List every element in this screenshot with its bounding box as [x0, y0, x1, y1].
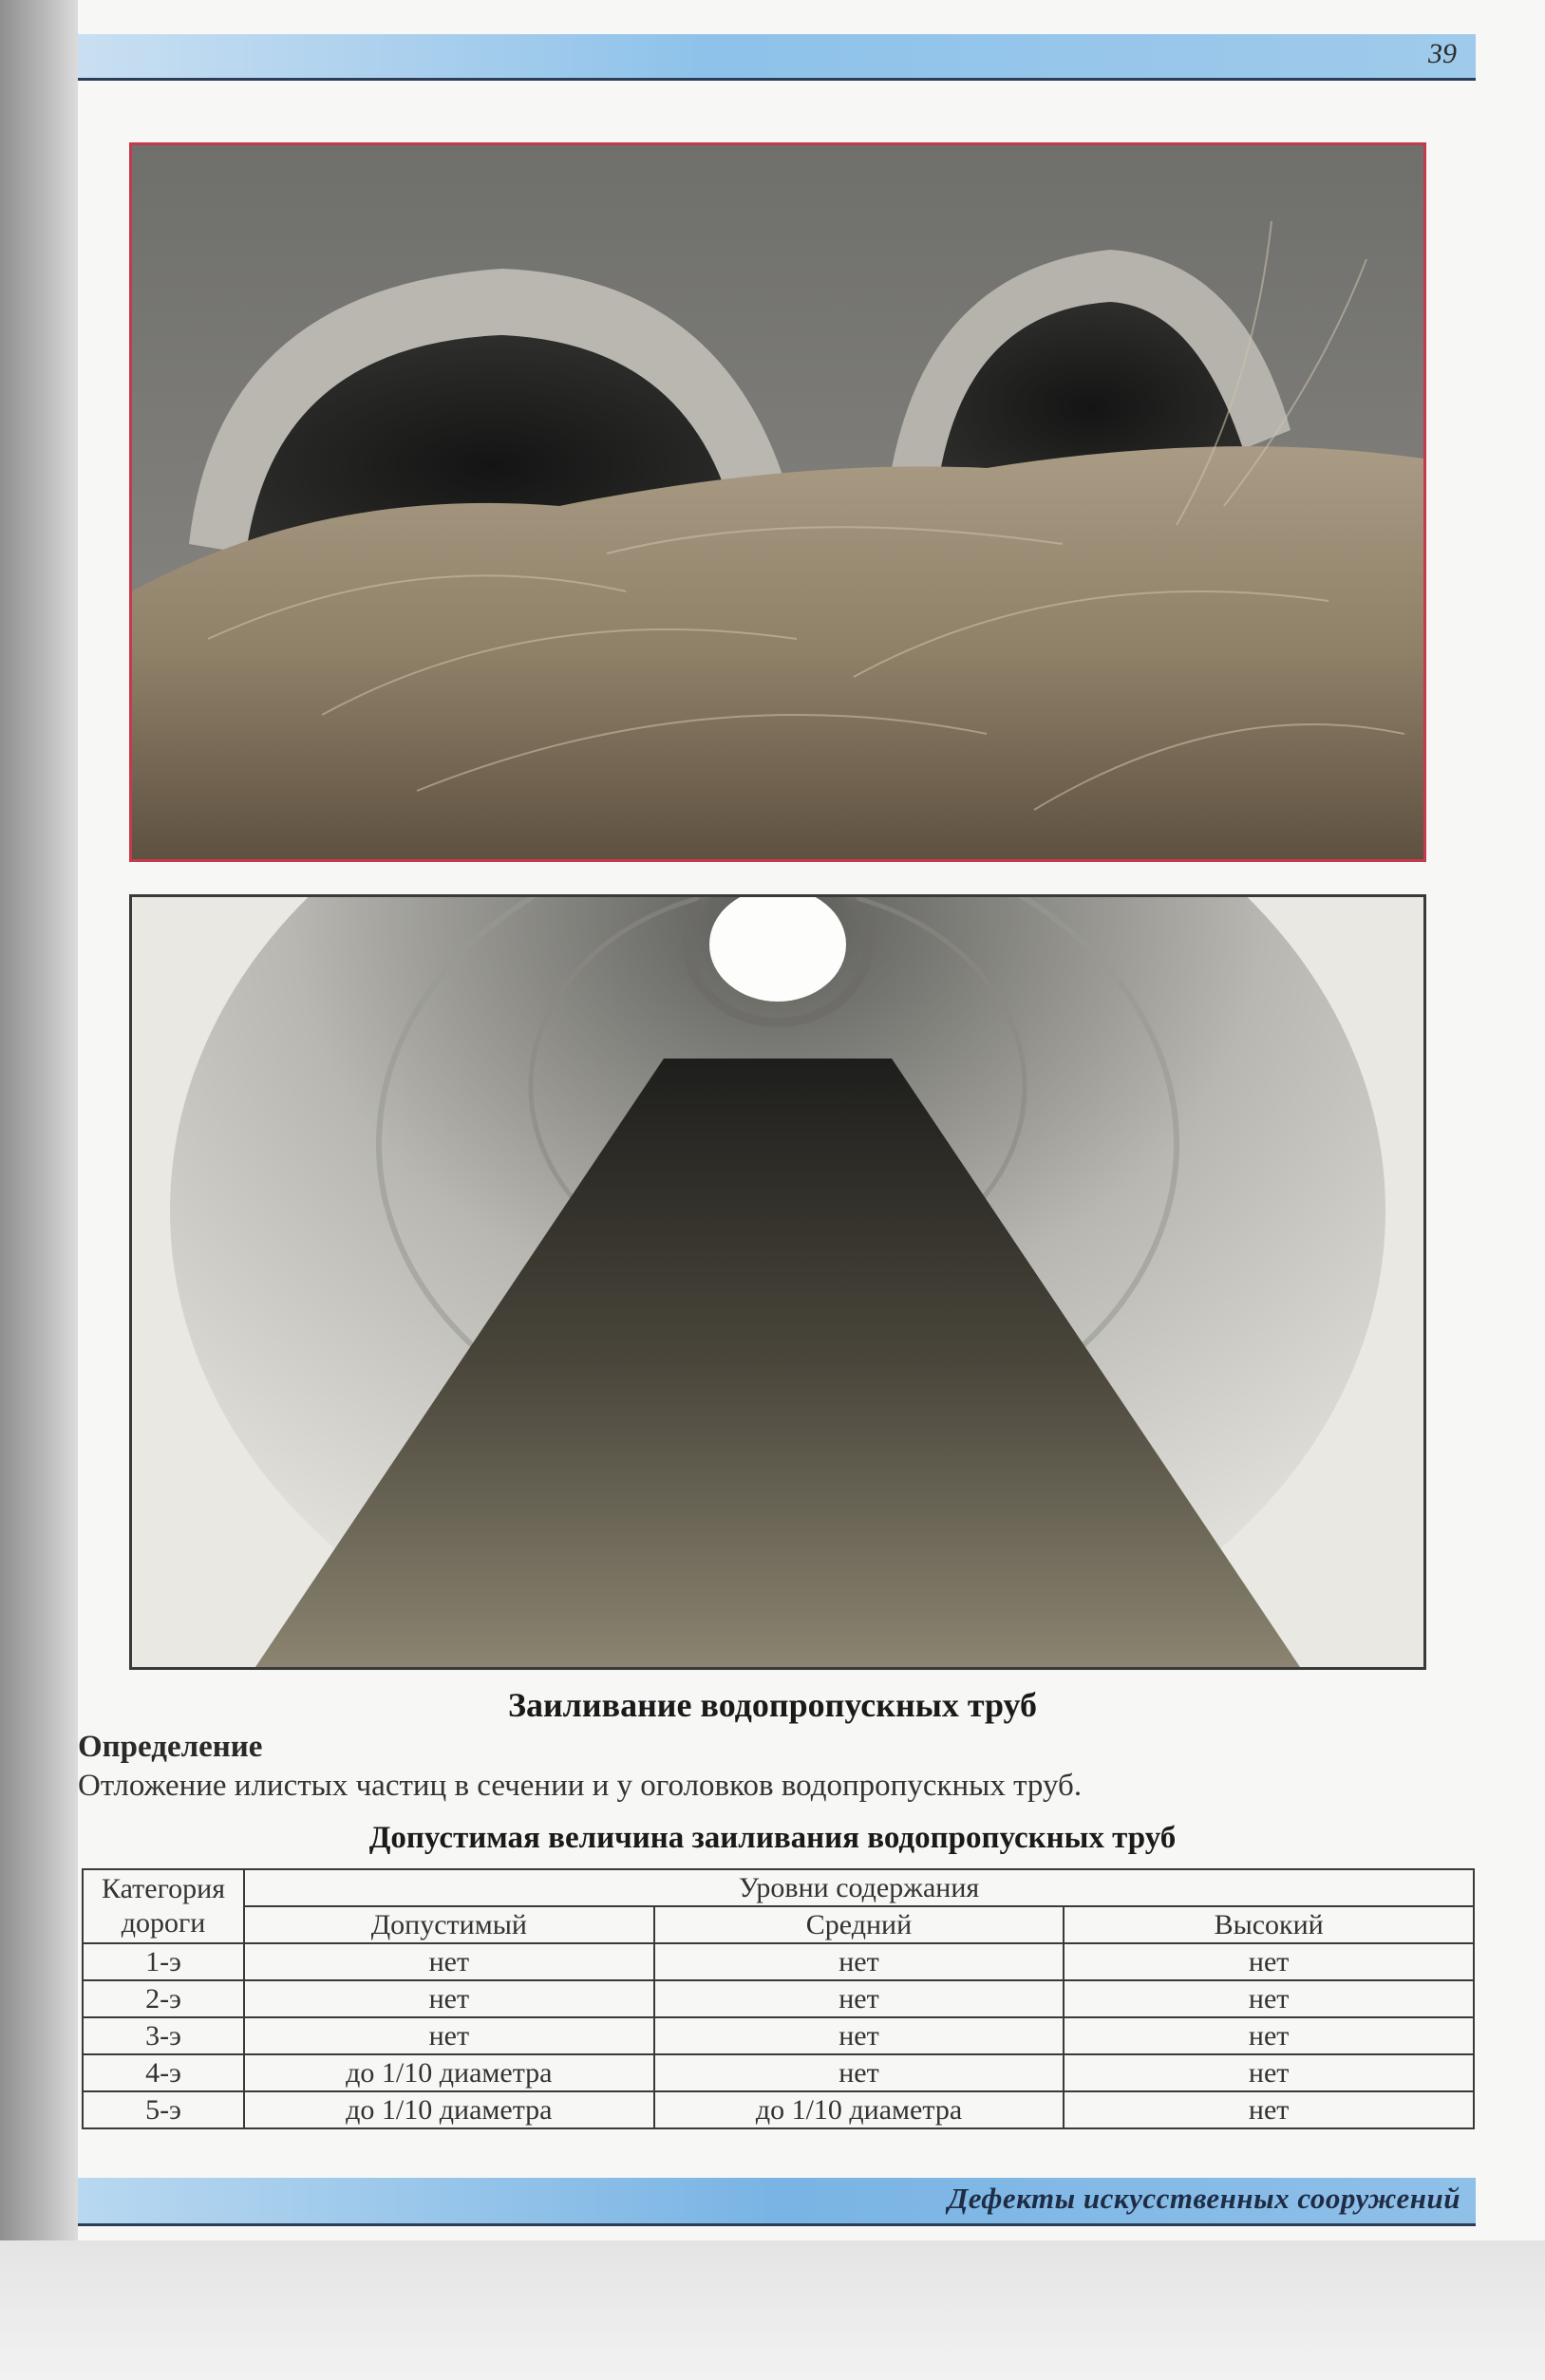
table-row [83, 2017, 1474, 2054]
definition-text: Отложение илистых частиц в сечении и у оголовков водопропускных труб. [78, 1769, 1083, 1803]
table-row [83, 2091, 1474, 2128]
cell-category: 5-э [83, 2091, 244, 2128]
cell-category: 2-э [83, 1980, 244, 2017]
cell-value: нет [244, 1943, 654, 1980]
header-level-medium: Средний [654, 1906, 1065, 1943]
header-level-high: Высокий [1064, 1906, 1474, 1943]
definition-heading: Определение [78, 1730, 263, 1764]
footer-title: Дефекты искусственных сооружений [948, 2182, 1460, 2215]
cell-value: нет [654, 2054, 1065, 2091]
cell-category: 1-э [83, 1943, 244, 1980]
page-binding-shadow [0, 0, 78, 2380]
cell-category: 4-э [83, 2054, 244, 2091]
table-row [83, 2054, 1474, 2091]
table-title: Допустимая величина заиливания водопропускных труб [368, 1821, 1177, 1855]
cell-value: нет [654, 1980, 1065, 2017]
table-row [83, 1980, 1474, 2017]
cell-category: 3-э [83, 2017, 244, 2054]
cell-value: нет [1064, 2054, 1474, 2091]
cell-value: нет [1064, 2017, 1474, 2054]
photo-culvert-interior [129, 894, 1426, 1670]
culvert-interior-illustration [132, 897, 1423, 1667]
header-category [83, 1869, 244, 1943]
page-number: 39 [1428, 38, 1457, 69]
header-levels: Уровни содержания [244, 1869, 1474, 1906]
cell-value: нет [244, 2017, 654, 2054]
culvert-inlets-illustration [132, 145, 1423, 859]
page-bottom-margin [0, 2240, 1545, 2380]
cell-value: до 1/10 диаметра [654, 2091, 1065, 2128]
cell-value: нет [1064, 2091, 1474, 2128]
cell-value: нет [1064, 1943, 1474, 1980]
table-header-row [83, 1869, 1474, 1906]
cell-value: до 1/10 диаметра [244, 2054, 654, 2091]
cell-value: нет [1064, 1980, 1474, 2017]
cell-value: нет [244, 1980, 654, 2017]
table-row [83, 1943, 1474, 1980]
photo-culvert-inlets [129, 142, 1426, 862]
footer-band [78, 2178, 1476, 2226]
table-subheader-row [83, 1906, 1474, 1943]
section-title: Заиливание водопропускных труб [507, 1686, 1038, 1724]
cell-value: до 1/10 диаметра [244, 2091, 654, 2128]
cell-value: нет [654, 1943, 1065, 1980]
header-level-allowable: Допустимый [244, 1906, 654, 1943]
silting-norms-table [82, 1868, 1475, 2129]
header-category-text: Категория дороги [102, 1873, 225, 1939]
cell-value: нет [654, 2017, 1065, 2054]
header-band [78, 34, 1476, 81]
